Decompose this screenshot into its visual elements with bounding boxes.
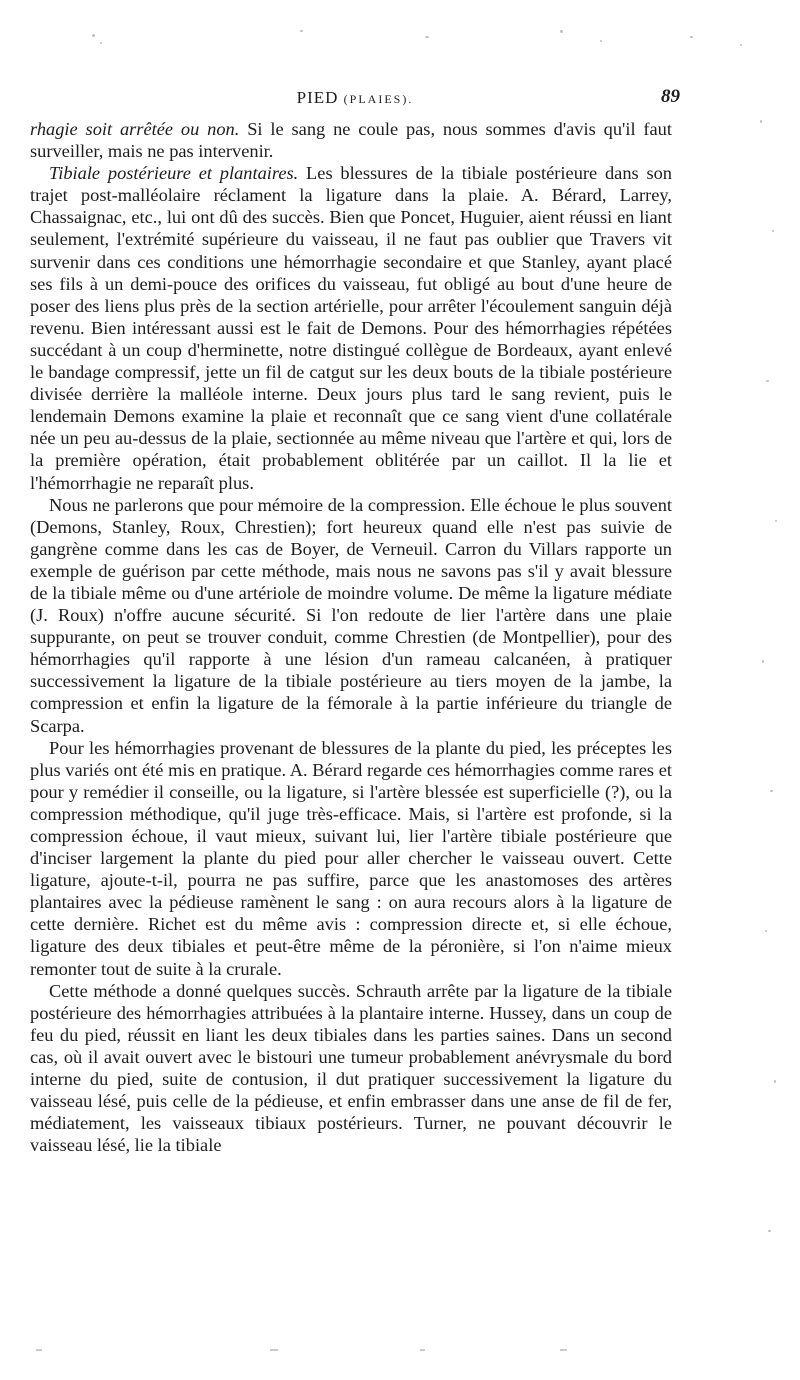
- paragraph-1-italic: rhagie soit arrêtée ou non.: [30, 119, 240, 139]
- page-number: 89: [661, 86, 680, 107]
- paragraph-5-text: Cette méthode a donné quelques succès. Schrauth arrête par la ligature de la tibiale postérieure des hémorrhagies attribuées à la plantaire interne. Hussey, dans un coup de feu du pied, réussit en liant les deux tibiales dans les parties saines. Dans un second cas, où il avait ouvert avec le bistouri une tumeur probablement anévrysmale du bord interne du pied, suite de contusion, il dut pratiquer successivement la ligature du vaisseau lésé, puis celle de la pédieuse, et enfin embrasser dans une anse de fil de fer, médiatement, les vaisseaux tibiaux postérieurs. Turner, ne pouvant découvrir le vaisseau lésé, lie la tibiale: [30, 980, 672, 1156]
- paragraph-4-text: Pour les hémorrhagies provenant de blessures de la plante du pied, les préceptes les plus variés ont été mis en pratique. A. Bérard regarde ces hémorrhagies comme rares et pour y remédier il conseille, ou la ligature, si l'artère blessée est superficielle (?), ou la compression méthodique, qu'il juge très-efficace. Mais, si l'artère est profonde, si la compression échoue, il vaut mieux, suivant lui, lier l'artère tibiale postérieure que d'inciser largement la plante du pied pour aller chercher le vaisseau ouvert. Cette ligature, ajoute-t-il, pourra ne pas suffire, parce que les anastomoses des artères plantaires avec la pédieuse ramènent le sang : on aura recours alors à la ligature de cette dernière. Richet est du même avis : compression directe et, si elle échoue, ligature des deux tibiales et peut-être même de la péronière, si l'on n'aime mieux remonter tout de suite à la crurale.: [30, 737, 672, 979]
- running-title: [30, 88, 680, 108]
- paragraph-1-text: Si le sang ne coule pas, nous sommes d'avis qu'il faut surveiller, mais ne pas intervenir.: [30, 119, 672, 162]
- paragraph-1: [30, 118, 672, 162]
- running-title-text: PIED: [296, 88, 339, 107]
- paragraph-2-text: Les blessures de la tibiale postérieure dans son trajet post-malléolaire réclament la ligature dans la plaie. A. Bérard, Larrey, Chassaignac, etc., lui ont dû des succès. Bien que Poncet, Huguier, aient réussi en liant seulement, l'extrémité supérieure du vaisseau, il ne faut pas oublier que Travers vit survenir dans ces conditions une hémorrhagie secondaire et que Stanley, ayant placé ses fils à un demi-pouce des orifices du vaisseau, fut obligé au bout d'une heure de poser des liens plus près de la section artérielle, pour arrêter l'écoulement sanguin déjà revenu. Bien intéressant aussi est le fait de Demons. Pour des hémorrhagies répétées succédant à un coup d'herminette, notre distingué collègue de Bordeaux, ayant enlevé le bandage compressif, jette un fil de catgut sur les deux bouts de la tibiale postérieure divisée derrière la malléole interne. Deux jours plus tard le sang revient, puis le lendemain Demons examine la plaie et reconnaît que ce sang vient d'une collatérale née un peu au-dessus de la plaie, sectionnée au même niveau que l'artère et qui, lors de la première opération, était probablement oblitérée par un caillot. Il la lie et l'hémorrhagie ne reparaît plus.: [30, 163, 672, 493]
- running-subtitle: (PLAIES).: [343, 92, 414, 106]
- paragraph-3: [30, 494, 672, 737]
- page-header: [30, 86, 680, 112]
- paragraph-3-text: Nous ne parlerons que pour mémoire de la compression. Elle échoue le plus souvent (Demons, Stanley, Roux, Chrestien); fort heureux quand elle n'est pas suivie de gangrène comme dans les cas de Boyer, de Verneuil. Carron du Villars rapporte un exemple de guérison par cette méthode, mais nous ne savons pas s'il y avait blessure de la tibiale même ou d'une artériole de moindre volume. De même la ligature médiate (J. Roux) n'offre aucune sécurité. Si l'on redoute de lier l'artère dans une plaie suppurante, on peut se trouver conduit, comme Chrestien (de Montpellier), pour des hémorrhagies qu'il rapporte à une lésion d'un rameau calcanéen, à pratiquer successivement la ligature de la tibiale postérieure au tiers moyen de la jambe, la compression et enfin la ligature de la fémorale à la partie inférieure du triangle de Scarpa.: [30, 494, 672, 736]
- paragraph-4: [30, 737, 672, 980]
- body-text: [30, 118, 672, 1156]
- paragraph-2-italic: Tibiale postérieure et plantaires.: [49, 163, 299, 184]
- paragraph-2: [30, 162, 672, 493]
- paragraph-5: [30, 980, 672, 1157]
